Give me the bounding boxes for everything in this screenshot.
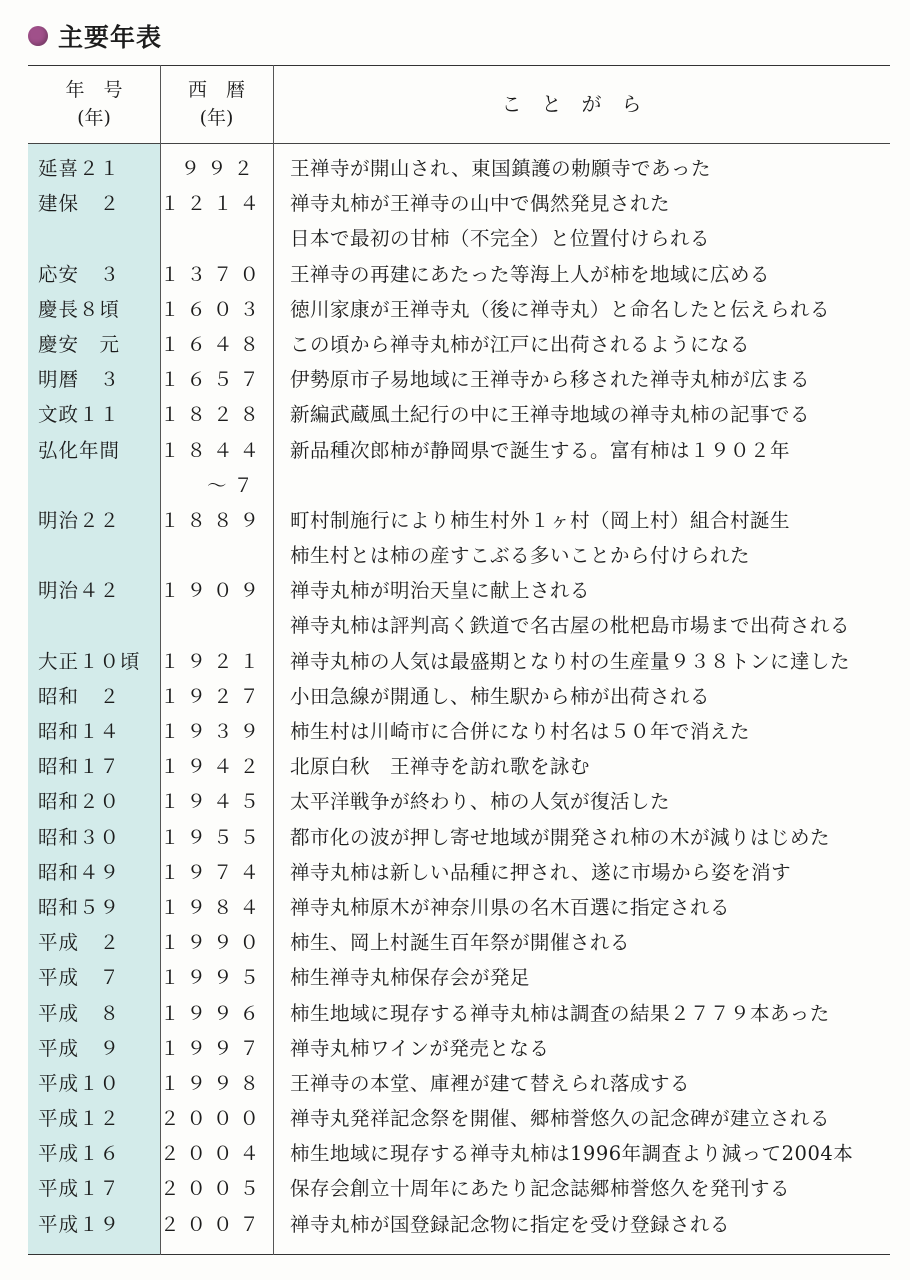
ad-cell: １２１４ bbox=[160, 192, 267, 216]
event-cell: 王禅寺が開山され、東国鎮護の勅願寺であった bbox=[290, 157, 711, 180]
era-cell: 延喜２１ bbox=[38, 157, 121, 180]
event-cell: 禅寺丸発祥記念祭を開催、郷柿誉悠久の記念碑が建立される bbox=[290, 1107, 831, 1131]
ad-cell: １９８４ bbox=[160, 895, 267, 919]
era-cell: 平成 ２ bbox=[38, 931, 121, 955]
table-row bbox=[28, 573, 890, 608]
era-cell: 昭和５９ bbox=[38, 895, 121, 919]
header-rule bbox=[28, 143, 890, 144]
ad-cell: １９０９ bbox=[160, 579, 267, 603]
event-cell: 禅寺丸柿原木が神奈川県の名木百選に指定される bbox=[290, 895, 731, 919]
table-row bbox=[28, 221, 890, 256]
ad-cell: １９２１ bbox=[160, 649, 267, 673]
table-row bbox=[28, 784, 890, 819]
chronology-table bbox=[28, 65, 890, 1255]
table-row bbox=[28, 468, 890, 503]
ad-cell: １９９５ bbox=[160, 966, 267, 990]
era-cell: 応安 ３ bbox=[38, 262, 121, 286]
event-cell: 禅寺丸柿の人気は最盛期となり村の生産量９３８トンに達した bbox=[290, 649, 851, 673]
header-ad-label: 西 暦 bbox=[187, 79, 245, 101]
era-cell: 昭和１４ bbox=[38, 720, 121, 743]
event-cell: 日本で最初の甘柿（不完全）と位置付けられる bbox=[290, 227, 711, 251]
table-row bbox=[28, 1101, 890, 1136]
era-cell: 平成１６ bbox=[38, 1142, 121, 1166]
table-row bbox=[28, 644, 890, 679]
header-event-label: ことがら bbox=[501, 92, 662, 116]
table-row bbox=[28, 1031, 890, 1066]
ad-cell: ～７ bbox=[206, 473, 260, 497]
ad-cell: １９２７ bbox=[160, 684, 267, 708]
ad-cell: １８２８ bbox=[160, 403, 267, 427]
header-era-label: 年 号 bbox=[65, 79, 123, 101]
event-cell: 新編武蔵風土紀行の中に王禅寺地域の禅寺丸柿の記事でる bbox=[290, 403, 811, 427]
ad-cell: １９５５ bbox=[160, 825, 267, 849]
table-row bbox=[28, 608, 890, 643]
era-cell: 文政１１ bbox=[38, 403, 121, 427]
ad-cell: １６５７ bbox=[160, 368, 267, 392]
ad-cell: ２００４ bbox=[160, 1142, 267, 1166]
ad-cell: １３７０ bbox=[160, 262, 267, 286]
era-cell: 平成１９ bbox=[38, 1212, 121, 1236]
table-row bbox=[28, 257, 890, 292]
era-cell: 昭和４９ bbox=[38, 860, 121, 884]
table-row bbox=[28, 362, 890, 397]
ad-cell: ２００７ bbox=[160, 1212, 267, 1236]
ad-cell: １９９０ bbox=[160, 931, 267, 955]
ad-cell: １９７４ bbox=[160, 860, 267, 884]
table-bottom-rule bbox=[28, 1254, 890, 1255]
ad-cell: １８４４ bbox=[160, 438, 267, 462]
table-row bbox=[28, 1207, 890, 1242]
ad-cell: １９４２ bbox=[160, 755, 267, 779]
header-event bbox=[273, 65, 890, 143]
era-cell: 平成１２ bbox=[38, 1107, 121, 1131]
table-row bbox=[28, 292, 890, 327]
era-cell: 建保 ２ bbox=[38, 192, 121, 216]
era-cell: 明治２２ bbox=[38, 508, 121, 532]
table-row bbox=[28, 890, 890, 925]
table-row bbox=[28, 151, 890, 186]
era-cell: 大正１０頃 bbox=[38, 649, 141, 673]
event-cell: 都市化の波が押し寄せ地域が開発され柿の木が減りはじめた bbox=[290, 825, 831, 849]
event-cell: 柿生、岡上村誕生百年祭が開催される bbox=[290, 931, 631, 955]
event-cell: 柿生地域に現存する禅寺丸柿は1996年調査より減って2004本 bbox=[290, 1142, 854, 1166]
table-row bbox=[28, 714, 890, 749]
header-era-unit: (年) bbox=[77, 107, 111, 129]
ad-cell: ９９２ bbox=[180, 157, 260, 180]
event-cell: 禅寺丸柿ワインが発売となる bbox=[290, 1036, 550, 1060]
table-row bbox=[28, 1136, 890, 1171]
era-cell: 平成 ７ bbox=[38, 966, 121, 990]
ad-cell: １６４８ bbox=[160, 332, 267, 356]
event-cell: 禅寺丸柿は新しい品種に押され、遂に市場から姿を消す bbox=[290, 860, 792, 884]
header-era bbox=[28, 65, 160, 143]
event-cell: 柿生村は川崎市に合併になり村名は５０年で消えた bbox=[290, 720, 751, 743]
table-row bbox=[28, 960, 890, 995]
era-cell: 平成 ８ bbox=[38, 1001, 121, 1025]
table-row bbox=[28, 925, 890, 960]
event-cell: 王禅寺の本堂、庫裡が建て替えられ落成する bbox=[290, 1071, 691, 1095]
event-cell: 禅寺丸柿が明治天皇に献上される bbox=[290, 579, 591, 603]
bullet-dot-icon bbox=[28, 26, 48, 46]
era-cell: 明治４２ bbox=[38, 579, 121, 603]
event-cell: 北原白秋 王禅寺を訪れ歌を詠む bbox=[290, 755, 591, 779]
event-cell: 禅寺丸柿が国登録記念物に指定を受け登録される bbox=[290, 1212, 731, 1236]
era-cell: 弘化年間 bbox=[38, 438, 121, 462]
ad-cell: １９９８ bbox=[160, 1071, 267, 1095]
ad-cell: １６０３ bbox=[160, 297, 267, 321]
event-cell: 太平洋戦争が終わり、柿の人気が復活した bbox=[290, 790, 671, 814]
event-cell: 伊勢原市子易地域に王禅寺から移された禅寺丸柿が広まる bbox=[290, 368, 811, 392]
title-text: 主要年表 bbox=[58, 23, 163, 52]
event-cell: 徳川家康が王禅寺丸（後に禅寺丸）と命名したと伝えられる bbox=[290, 297, 831, 321]
event-cell: 禅寺丸柿が王禅寺の山中で偶然発見された bbox=[290, 192, 671, 216]
era-cell: 昭和１７ bbox=[38, 755, 121, 779]
era-cell: 慶安 元 bbox=[38, 332, 121, 356]
event-cell: 王禅寺の再建にあたった等海上人が柿を地域に広める bbox=[290, 262, 771, 286]
table-row bbox=[28, 1171, 890, 1206]
ad-cell: １９９６ bbox=[160, 1001, 267, 1025]
table-body bbox=[28, 151, 890, 1242]
era-cell: 平成 ９ bbox=[38, 1036, 121, 1060]
event-cell: 柿生禅寺丸柿保存会が発足 bbox=[290, 966, 531, 990]
table-row bbox=[28, 186, 890, 221]
table-row bbox=[28, 996, 890, 1031]
ad-cell: １９４５ bbox=[160, 790, 267, 814]
event-cell: この頃から禅寺丸柿が江戸に出荷されるようになる bbox=[290, 332, 751, 356]
table-row bbox=[28, 327, 890, 362]
table-row bbox=[28, 855, 890, 890]
header-ad bbox=[160, 65, 273, 143]
section-title bbox=[28, 18, 162, 54]
event-cell: 禅寺丸柿は評判高く鉄道で名古屋の枇杷島市場まで出荷される bbox=[290, 614, 851, 638]
era-cell: 慶長８頃 bbox=[38, 297, 121, 321]
ad-cell: ２００５ bbox=[160, 1177, 267, 1201]
ad-cell: １８８９ bbox=[160, 508, 267, 532]
table-row bbox=[28, 1066, 890, 1101]
era-cell: 昭和２０ bbox=[38, 790, 121, 814]
ad-cell: １９９７ bbox=[160, 1036, 267, 1060]
table-row bbox=[28, 538, 890, 573]
event-cell: 柿生村とは柿の産すこぶる多いことから付けられた bbox=[290, 544, 751, 568]
table-row bbox=[28, 749, 890, 784]
ad-cell: ２０００ bbox=[160, 1107, 267, 1131]
era-cell: 昭和３０ bbox=[38, 825, 121, 849]
table-row bbox=[28, 679, 890, 714]
event-cell: 柿生地域に現存する禅寺丸柿は調査の結果２７７９本あった bbox=[290, 1001, 830, 1025]
header-ad-unit: (年) bbox=[199, 107, 234, 129]
table-row bbox=[28, 397, 890, 432]
ad-cell: １９３９ bbox=[160, 720, 267, 743]
table-row bbox=[28, 820, 890, 855]
event-cell: 町村制施行により柿生村外１ヶ村（岡上村）組合村誕生 bbox=[290, 508, 791, 532]
era-cell: 昭和 ２ bbox=[38, 684, 121, 708]
event-cell: 小田急線が開通し、柿生駅から柿が出荷される bbox=[290, 684, 711, 708]
table-row bbox=[28, 503, 890, 538]
event-cell: 新品種次郎柿が静岡県で誕生する。富有柿は１９０２年 bbox=[290, 438, 791, 462]
era-cell: 明暦 ３ bbox=[38, 368, 121, 392]
event-cell: 保存会創立十周年にあたり記念誌郷柿誉悠久を発刊する bbox=[290, 1177, 791, 1201]
table-row bbox=[28, 433, 890, 468]
era-cell: 平成１０ bbox=[38, 1071, 121, 1095]
era-cell: 平成１７ bbox=[38, 1177, 121, 1201]
